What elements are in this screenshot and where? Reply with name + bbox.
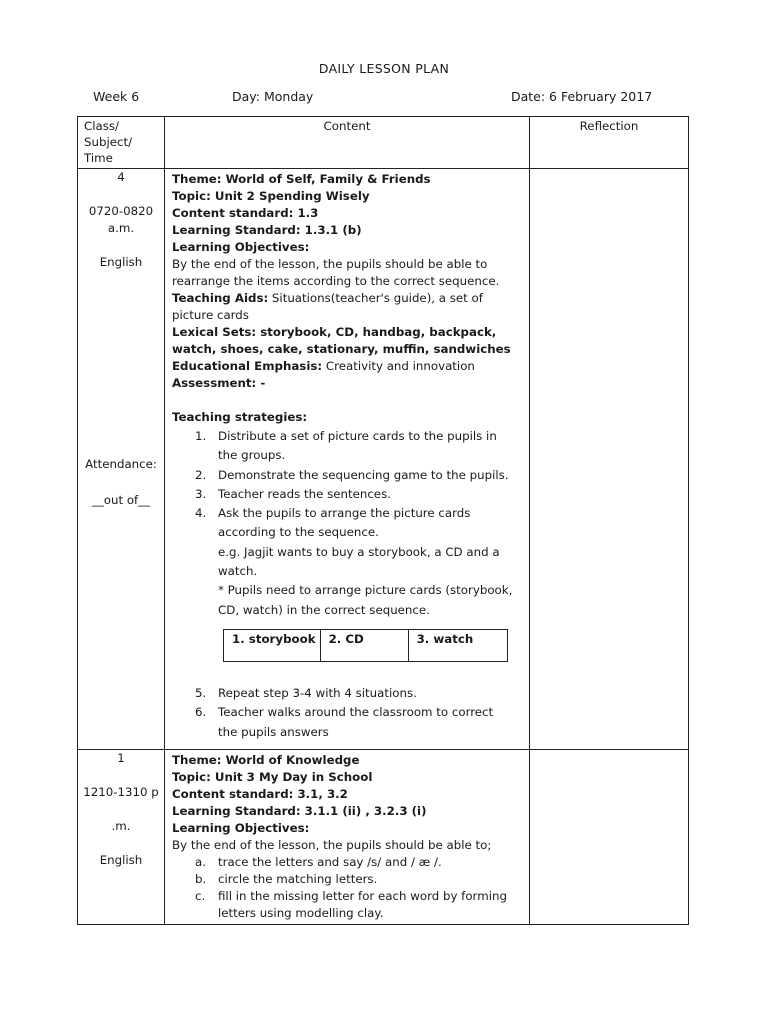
subject-header-line: Subject/ (84, 135, 133, 149)
day-label: Day: Monday (232, 89, 314, 104)
sequence-item: 1. storybook (224, 629, 321, 661)
strategy-list (172, 427, 525, 620)
educational-emphasis (172, 358, 525, 375)
content-cell (165, 169, 530, 750)
objectives-text: By the end of the lesson, the pupils should be able to; (172, 838, 492, 852)
strategy-step (172, 466, 525, 485)
objective-letter: b. (195, 872, 207, 886)
note-text: CD, watch) in the correct sequence. (218, 602, 430, 617)
sequence-item: 2. CD (320, 629, 408, 661)
lexical-sets: Lexical Sets: storybook, CD, handbag, backpack, (172, 325, 497, 339)
step-number: 1. (195, 429, 207, 443)
reflection-cell (530, 750, 689, 925)
example-text: watch. (218, 564, 258, 579)
class-header-line: Class/ (84, 119, 120, 133)
educational-emphasis-text: Creativity and innovation (322, 359, 475, 373)
objective-item (172, 871, 525, 888)
page-title: DAILY LESSON PLAN (318, 61, 450, 76)
content-cell (165, 750, 530, 925)
content-standard: Content standard: 1.3 (172, 206, 319, 220)
educational-emphasis-label: Educational Emphasis: (172, 359, 323, 373)
time-range: 1210-1310 p (83, 785, 159, 799)
strategy-step (172, 684, 525, 703)
teaching-aids-label: Teaching Aids: (172, 291, 269, 305)
objective-text: trace the letters and say /s/ and / æ /. (218, 855, 442, 869)
step-text: according to the sequence. (218, 525, 379, 540)
time-header-line: Time (84, 151, 113, 165)
assessment: Assessment: - (172, 376, 266, 390)
lexical-sets: watch, shoes, cake, stationary, muffin, sandwiches (172, 342, 511, 356)
step-text: the pupils answers (218, 724, 329, 739)
strategy-step (172, 504, 525, 523)
objective-text: circle the matching letters. (218, 872, 378, 886)
theme: Theme: World of Self, Family & Friends (172, 172, 431, 186)
subject-name: English (99, 255, 143, 269)
example-text: e.g. Jagjit wants to buy a storybook, a CD and a (218, 544, 500, 559)
step-text: Teacher walks around the classroom to correct (218, 705, 494, 720)
attendance-value: __out of__ (91, 493, 151, 507)
objectives-text: rearrange the items according to the correct sequence. (172, 274, 500, 288)
class-subject-time-header (78, 117, 165, 169)
content-standard: Content standard: 3.1, 3.2 (172, 787, 348, 801)
step-text: the groups. (218, 448, 286, 463)
objective-letter: a. (195, 855, 206, 869)
learning-standard: Learning Standard: 1.3.1 (b) (172, 223, 362, 237)
sequence-table (223, 629, 508, 662)
objectives-label: Learning Objectives: (172, 821, 310, 835)
objective-item (172, 854, 525, 871)
objective-list (172, 854, 525, 922)
step-text: Repeat step 3-4 with 4 situations. (218, 685, 417, 700)
class-number: 1 (117, 751, 125, 765)
step-text: Distribute a set of picture cards to the pupils in (218, 429, 497, 443)
time-period: a.m. (107, 221, 135, 235)
week-label: Week 6 (93, 89, 140, 104)
objectives-text: By the end of the lesson, the pupils should be able to (172, 257, 488, 271)
theme: Theme: World of Knowledge (172, 753, 360, 767)
sequence-item: 3. watch (408, 629, 507, 661)
teaching-aids-text: picture cards (172, 308, 249, 322)
class-number: 4 (117, 170, 125, 184)
topic: Topic: Unit 2 Spending Wisely (172, 189, 370, 203)
time-period: .m. (111, 819, 131, 833)
time-range: 0720-0820 (88, 204, 154, 218)
step-number: 2. (195, 467, 207, 482)
note-text: * Pupils need to arrange picture cards (storybook, (218, 583, 513, 598)
strategy-step (172, 485, 525, 504)
class-cell (78, 750, 165, 925)
strategies-label: Teaching strategies: (172, 410, 308, 424)
topic: Topic: Unit 3 My Day in School (172, 770, 373, 784)
learning-standard: Learning Standard: 3.1.1 (ii) , 3.2.3 (i) (172, 804, 427, 818)
objectives-label: Learning Objectives: (172, 240, 310, 254)
content-header: Content (165, 117, 530, 169)
teaching-aids (172, 290, 525, 307)
objective-text: fill in the missing letter for each word by forming (218, 889, 507, 903)
class-cell (78, 169, 165, 750)
reflection-header: Reflection (530, 117, 689, 169)
teaching-aids-text: Situations(teacher's guide), a set of (268, 291, 483, 305)
objective-letter: c. (195, 889, 206, 903)
subject-name: English (99, 853, 143, 867)
date-label: Date: 6 February 2017 (511, 89, 653, 104)
step-text: Demonstrate the sequencing game to the pupils. (218, 467, 509, 482)
reflection-cell (530, 169, 689, 750)
objective-item (172, 888, 525, 905)
step-number: 5. (195, 685, 207, 700)
header-row (78, 117, 689, 169)
step-number: 6. (195, 705, 207, 720)
attendance-label: Attendance: (85, 457, 157, 471)
lesson-row (78, 750, 689, 925)
objective-text: letters using modelling clay. (218, 906, 384, 920)
lesson-row (78, 169, 689, 750)
strategy-step (172, 427, 525, 446)
step-text: Ask the pupils to arrange the picture cards (218, 506, 471, 521)
step-number: 4. (195, 506, 207, 521)
step-number: 3. (195, 486, 207, 501)
lesson-plan-table (77, 116, 689, 925)
strategy-step (172, 703, 525, 722)
strategy-list (172, 684, 525, 742)
step-text: Teacher reads the sentences. (218, 486, 391, 501)
